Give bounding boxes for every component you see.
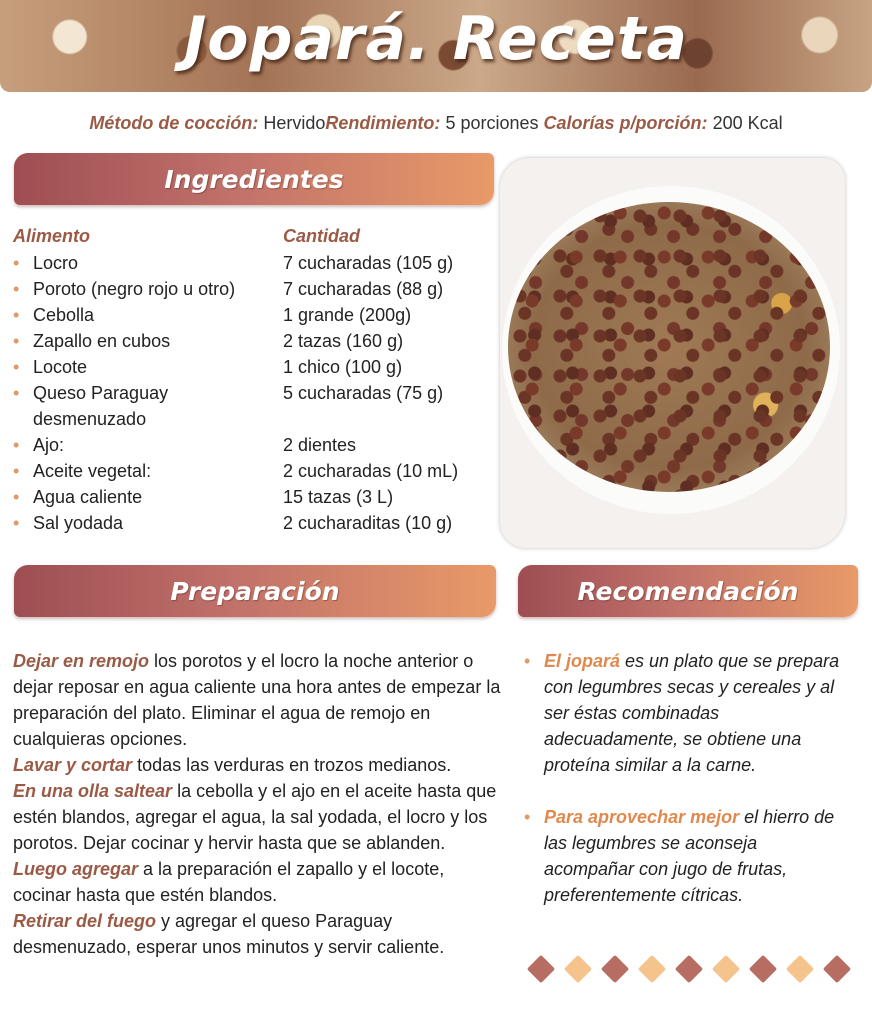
- ingredient-name: Aceite vegetal:: [33, 461, 152, 481]
- ingredient-name: Locote: [33, 357, 88, 377]
- page-title: Jopará. Receta: [183, 4, 689, 74]
- preparation-step: [13, 908, 501, 960]
- ingredients-list: [13, 250, 488, 536]
- ingredient-food: [13, 510, 283, 536]
- bullet-icon: •: [13, 279, 20, 299]
- step-text: y agregar el queso Paraguay desmenuzado, esperar unos minutos y servir caliente.: [13, 911, 445, 957]
- ingredient-quantity: 15 tazas (3 L): [283, 487, 394, 507]
- step-lead: Dejar en remojo: [13, 651, 150, 671]
- recommendation-lead: El jopará: [544, 651, 621, 671]
- ingredient-quantity: 5 cucharadas (75 g): [283, 383, 444, 403]
- step-lead: Lavar y cortar: [13, 755, 133, 775]
- ingredient-quantity: 2 cucharaditas (10 g): [283, 513, 453, 533]
- ingredient-quantity: 7 cucharadas (105 g): [283, 253, 454, 273]
- ingredient-row: [13, 458, 488, 484]
- diamond-icon: [564, 955, 592, 983]
- bullet-icon: •: [13, 331, 20, 351]
- method-value: Hervido: [263, 113, 326, 133]
- bullet-icon: •: [524, 651, 531, 671]
- ingredient-food: [13, 354, 283, 380]
- ingredient-row: [13, 380, 488, 432]
- diamond-icon: [601, 955, 629, 983]
- calories-label: Calorías p/porción:: [543, 113, 708, 133]
- ingredient-quantity: 7 cucharadas (88 g): [283, 279, 444, 299]
- recipe-info-line: [0, 113, 872, 134]
- preparation-step: [13, 778, 501, 856]
- ingredient-name: Queso Paraguay desmenuzado: [33, 383, 169, 429]
- ingredient-food: [13, 250, 283, 276]
- recommendation-text: [544, 648, 844, 778]
- recommendation-heading: Recomendación: [577, 576, 799, 606]
- step-lead: Luego agregar: [13, 859, 139, 879]
- bullet-icon: •: [13, 357, 20, 377]
- diamond-icon: [638, 955, 666, 983]
- ingredient-name: Poroto (negro rojo u otro): [33, 279, 236, 299]
- ingredients-header: [13, 226, 488, 250]
- ingredient-row: [13, 432, 488, 458]
- ingredient-row: [13, 510, 488, 536]
- ingredient-name: Sal yodada: [33, 513, 124, 533]
- recommendation-body: el hierro de las legumbres se aconseja acompañar con jugo de frutas, preferentemente cítricas.: [544, 807, 835, 905]
- bullet-icon: •: [13, 305, 20, 325]
- ingredient-quantity: 2 dientes: [283, 435, 357, 455]
- step-text: la cebolla y el ajo en el aceite hasta que estén blandos, agregar el agua, la sal yodada, el locro y los porotos. Dejar cocinar y hervir hasta que se ablanden.: [13, 781, 497, 853]
- step-lead: Retirar del fuego: [13, 911, 157, 931]
- ingredients-banner: [14, 153, 494, 205]
- ingredient-quantity: 1 chico (100 g): [283, 357, 403, 377]
- bullet-icon: •: [13, 435, 20, 455]
- ingredient-row: [13, 250, 488, 276]
- bullet-icon: •: [13, 383, 20, 403]
- recommendation-banner: [518, 565, 858, 617]
- recommendation-list: [524, 648, 844, 934]
- ingredient-row: [13, 302, 488, 328]
- step-text: a la preparación el zapallo y el locote, cocinar hasta que estén blandos.: [13, 859, 445, 905]
- yield-value: 5 porciones: [445, 113, 539, 133]
- preparation-banner: [14, 565, 496, 617]
- step-text: los porotos y el locro la noche anterior o dejar reposar en agua caliente una hora antes de empezar la preparación del plato. Eliminar el agua de remojo en cualquieras opciones.: [13, 651, 501, 749]
- ingredient-row: [13, 484, 488, 510]
- preparation-heading: Preparación: [170, 576, 340, 606]
- diamond-icon: [823, 955, 851, 983]
- jopara-soup-image: [508, 202, 830, 492]
- ingredient-row: [13, 276, 488, 302]
- ingredient-food: [13, 484, 283, 510]
- diamond-icon: [712, 955, 740, 983]
- ingredient-food: [13, 328, 283, 354]
- diamond-icon: [749, 955, 777, 983]
- ingredient-name: Agua caliente: [33, 487, 143, 507]
- diamond-icon: [675, 955, 703, 983]
- recommendation-lead: Para aprovechar mejor: [544, 807, 740, 827]
- dish-photo: [500, 158, 845, 548]
- step-lead: En una olla saltear: [13, 781, 173, 801]
- ingredient-food: [13, 458, 283, 484]
- ingredients-table: [13, 226, 488, 536]
- method-label: Método de cocción:: [89, 113, 259, 133]
- diamond-icon: [527, 955, 555, 983]
- preparation-step: [13, 856, 501, 908]
- ingredient-food: [13, 432, 283, 458]
- recommendation-item: [524, 648, 844, 778]
- ingredient-food: [13, 380, 283, 432]
- calories-value: 200 Kcal: [712, 113, 783, 133]
- recommendation-text: [544, 804, 844, 908]
- bullet-icon: •: [13, 461, 20, 481]
- preparation-step: [13, 752, 501, 778]
- recommendation-body: es un plato que se prepara con legumbres secas y cereales y al ser éstas combinadas adecuadamente, se obtiene una proteína similar a la carne.: [544, 651, 840, 775]
- ingredient-quantity: 2 tazas (160 g): [283, 331, 404, 351]
- preparation-steps: [13, 648, 501, 960]
- ingredient-name: Ajo:: [33, 435, 65, 455]
- bullet-icon: •: [13, 487, 20, 507]
- ingredient-quantity: 2 cucharadas (10 mL): [283, 461, 459, 481]
- food-column-header: Alimento: [13, 226, 91, 246]
- decorative-diamonds: [527, 955, 857, 983]
- ingredient-name: Cebolla: [33, 305, 95, 325]
- ingredient-food: [13, 276, 283, 302]
- recommendation-item: [524, 804, 844, 908]
- ingredient-quantity: 1 grande (200g): [283, 305, 412, 325]
- ingredient-row: [13, 328, 488, 354]
- quantity-column-header: Cantidad: [283, 226, 361, 246]
- step-text: todas las verduras en trozos medianos.: [132, 755, 452, 775]
- bullet-icon: •: [13, 513, 20, 533]
- preparation-step: [13, 648, 501, 752]
- bullet-icon: •: [524, 807, 531, 827]
- ingredient-row: [13, 354, 488, 380]
- ingredient-name: Locro: [33, 253, 79, 273]
- ingredient-food: [13, 302, 283, 328]
- title-banner: [0, 0, 872, 92]
- bullet-icon: •: [13, 253, 20, 273]
- ingredients-heading: Ingredientes: [164, 164, 344, 194]
- diamond-icon: [786, 955, 814, 983]
- yield-label: Rendimiento:: [325, 113, 441, 133]
- ingredient-name: Zapallo en cubos: [33, 331, 171, 351]
